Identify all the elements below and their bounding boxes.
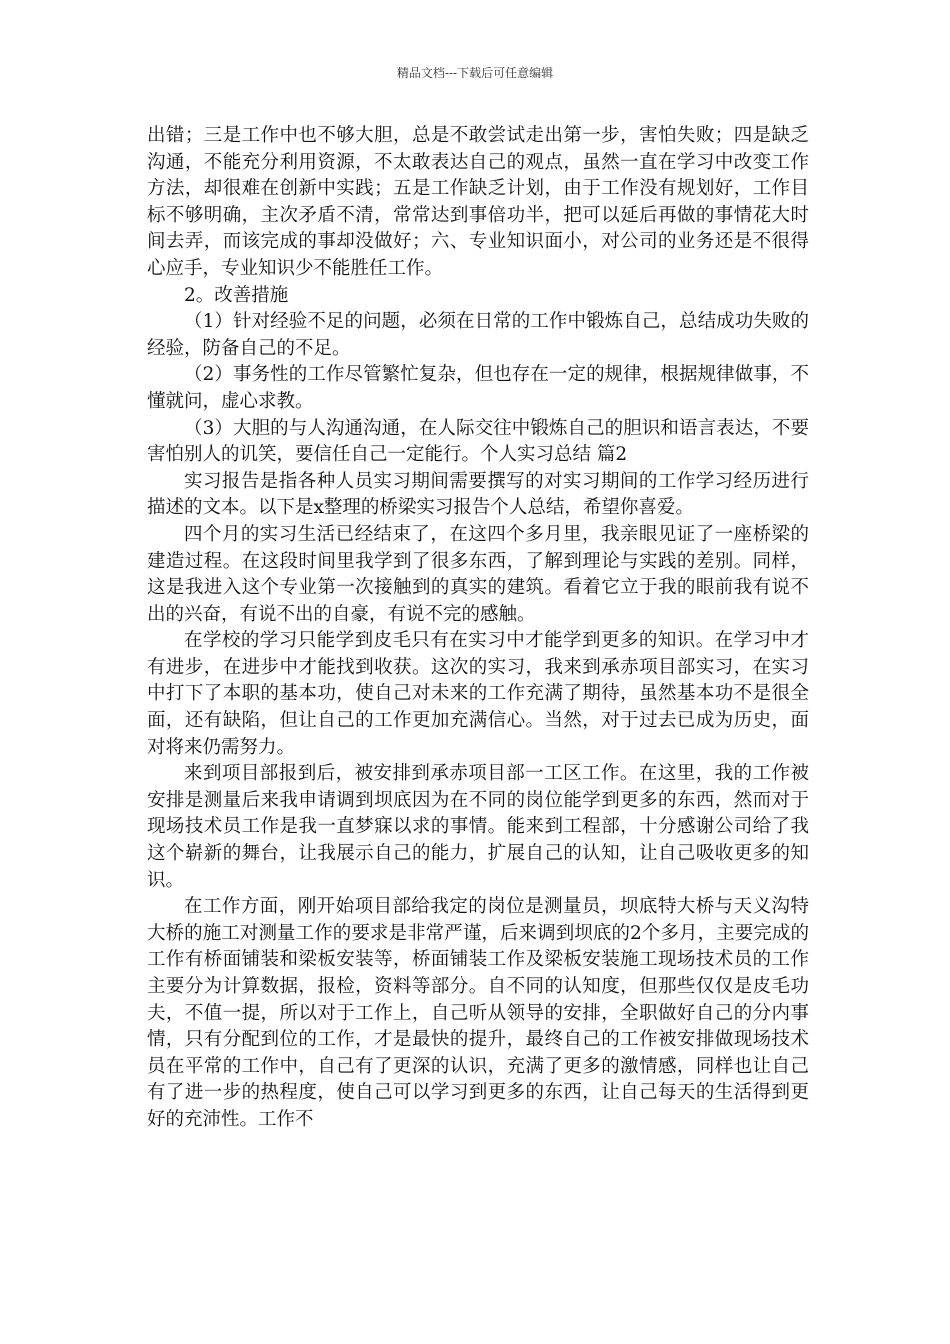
paragraph-report-intro: 实习报告是指各种人员实习期间需要撰写的对实习期间的工作学习经历进行描述的文本。以下是x整理的桥梁实习报告个人总结，希望你喜爱。 [147,470,809,519]
paragraph-school-learning: 在学校的学习只能学到皮毛只有在实习中才能学到更多的知识。在学习中才有进步，在进步中才能找到收获。这次的实习，我来到承赤项目部实习，在实习中打下了本职的基本功，使自己对未来的工作充满了期待，虽然基本功不是很全面，还有缺陷，但让自己的工作更加充满信心。当然，对于过去已成为历史，面对将来仍需努力。 [147,630,809,758]
paragraph-four-months: 四个月的实习生活已经结束了，在这四个多月里，我亲眼见证了一座桥梁的建造过程。在这段时间里我学到了很多东西，了解到理论与实践的差别。同样，这是我进入这个专业第一次接触到的真实的建筑。看着它立于我的眼前我有说不出的兴奋，有说不出的自豪，有说不完的感触。 [147,523,809,625]
measure-item-2: （2）事务性的工作尽管繁忙复杂，但也存在一定的规律，根据规律做事，不懂就问，虚心求教。 [147,364,809,412]
heading-improvement-measures: 2。改善措施 [184,284,289,306]
paragraph-project-arrival: 来到项目部报到后，被安排到承赤项目部一工区工作。在这里，我的工作被安排是测量后来我申请调到坝底因为在不同的岗位能学到更多的东西，然而对于现场技术员工作是我一直梦寐以求的事情。能来到工程部，十分感谢公司给了我这个崭新的舞台，让我展示自己的能力，扩展自己的认知，让自己吸收更多的知识。 [147,763,809,891]
page-header: 精品文档---下载后可任意编辑 [396,66,554,80]
measure-item-3: （3）大胆的与人沟通沟通，在人际交往中锻炼自己的胆识和语言表达，不要害怕别人的讥笑，要信任自己一定能行。个人实习总结 篇2 [147,417,809,466]
paragraph-work-aspects: 在工作方面，刚开始项目部给我定的岗位是测量员，坝底特大桥与天义沟特大桥的施工对测量工作的要求是非常严谨，后来调到坝底的2个多月，主要完成的工作有桥面铺装和梁板安装等，桥面铺装工作及梁板安装施工现场技术员的工作主要分为计算数据，报检，资料等部分。自不同的认知度，但那些仅仅是皮毛功夫，不值一提，所以对于工作上，自己听从领导的安排，全职做好自己的分内事情，只有分配到位的工作，才是最快的提升，最终自己的工作被安排做现场技术员在平常的工作中，自己有了更深的认识，充满了更多的激情感，同样也让自己有了进一步的热程度，使自己可以学习到更多的东西，让自己每天的生活得到更好的充沛性。工作不 [147,896,809,1130]
measure-item-1: （1）针对经验不足的问题，必须在日常的工作中锻炼自己，总结成功失败的经验，防备自己的不足。 [147,311,809,359]
paragraph-weaknesses: 出错；三是工作中也不够大胆，总是不敢尝试走出第一步，害怕失败；四是缺乏沟通，不能充分利用资源，不太敢表达自己的观点，虽然一直在学习中改变工作方法，却很难在创新中实践；五是工作缺乏计划，由于工作没有规划好，工作目标不够明确，主次矛盾不清，常常达到事倍功半，把可以延后再做的事情花大时间去弄，而该完成的事却没做好；六、专业知识面小，对公司的业务还是不很得心应手，专业知识少不能胜任工作。 [147,125,809,279]
document-body [147,123,809,1134]
